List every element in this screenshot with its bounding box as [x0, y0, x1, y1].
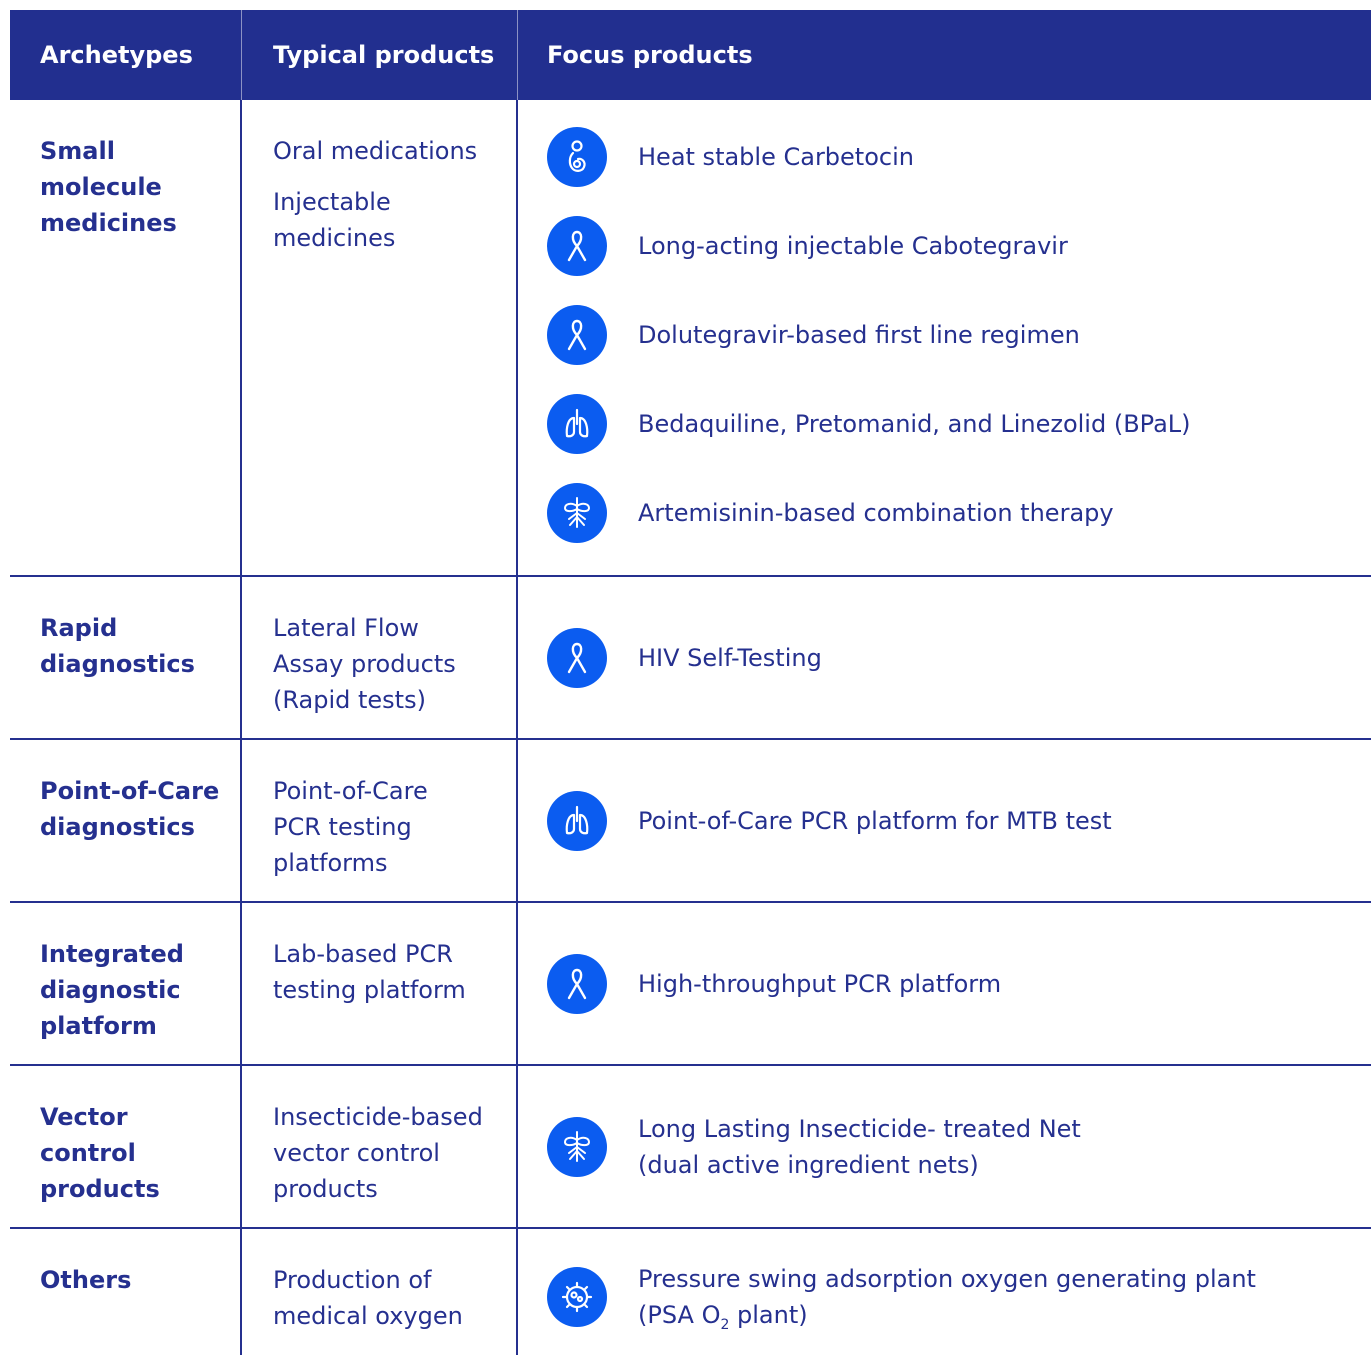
table-row: [10, 1066, 1371, 1229]
archetype-text: diagnostics: [40, 650, 195, 678]
typical-products-cell: [242, 100, 518, 575]
awareness-ribbon-icon: [547, 628, 607, 688]
header-archetypes: Archetypes: [40, 41, 193, 69]
typical-products-cell: [242, 577, 518, 738]
archetype-text: molecule: [40, 173, 162, 201]
archetype-text: Point-of-Care: [40, 777, 220, 805]
archetype-text: Vector: [40, 1103, 128, 1131]
focus-product-item: [547, 791, 1112, 851]
typical-product: Production of medical oxygen: [273, 1266, 463, 1330]
archetype-cell: [10, 100, 242, 575]
focus-products-cell: [518, 740, 1371, 901]
focus-product-item: [547, 216, 1371, 276]
archetype-text: products: [40, 1175, 160, 1203]
archetype-text: Small: [40, 137, 115, 165]
archetype-cell: [10, 1066, 242, 1227]
line-prefix: (PSA O: [638, 1301, 721, 1329]
focus-product-line: Long Lasting Insecticide- treated Net: [638, 1114, 1081, 1143]
line-suffix: plant): [729, 1301, 808, 1329]
typical-product: Injectable medicines: [273, 188, 396, 252]
focus-product-item: [547, 1111, 1081, 1183]
mosquito-icon: [547, 483, 607, 543]
archetype-cell: [10, 577, 242, 738]
archetype-cell: [10, 1229, 242, 1355]
oxygen-plant-icon: [547, 1267, 607, 1327]
focus-product-text: [638, 1111, 1081, 1183]
awareness-ribbon-icon: [547, 305, 607, 365]
typical-product: Oral medications: [273, 137, 478, 165]
focus-product-text: Long-acting injectable Cabotegravir: [638, 232, 1068, 260]
archetype-text: diagnostic: [40, 976, 181, 1004]
focus-product-item: [547, 127, 1371, 187]
typical-products-cell: [242, 1066, 518, 1227]
maternal-health-icon: [547, 127, 607, 187]
lungs-icon: [547, 394, 607, 454]
focus-product-text: Artemisinin-based combination therapy: [638, 499, 1114, 527]
archetype-text: Integrated: [40, 940, 184, 968]
typical-products-cell: [242, 740, 518, 901]
focus-product-text: HIV Self-Testing: [638, 643, 822, 672]
header-focus-products: Focus products: [547, 41, 753, 69]
archetype-text: Rapid: [40, 614, 118, 642]
typical-products-cell: [242, 1229, 518, 1355]
focus-products-cell: [518, 577, 1371, 738]
table-row: [10, 903, 1371, 1066]
table-row: [10, 577, 1371, 740]
typical-product: Lateral Flow Assay products (Rapid tests): [273, 614, 456, 714]
awareness-ribbon-icon: [547, 216, 607, 276]
focus-product-line: [638, 1297, 1256, 1333]
table-row: [10, 740, 1371, 903]
focus-products-cell: [518, 1229, 1371, 1355]
typical-product: Insecticide-based vector control products: [273, 1103, 483, 1203]
table-row: [10, 100, 1371, 577]
awareness-ribbon-icon: [547, 954, 607, 1014]
focus-products-cell: [518, 903, 1371, 1064]
focus-product-text: Point-of-Care PCR platform for MTB test: [638, 806, 1112, 835]
focus-product-item: [547, 483, 1371, 543]
table-row: [10, 1229, 1371, 1355]
focus-product-item: [547, 954, 1001, 1014]
table-header: [10, 10, 1371, 100]
archetype-text: Others: [40, 1266, 132, 1294]
focus-product-text: Dolutegravir-based first line regimen: [638, 321, 1080, 349]
archetype-text: diagnostics: [40, 813, 195, 841]
typical-product: Point-of-Care PCR testing platforms: [273, 777, 428, 877]
focus-product-line: (dual active ingredient nets): [638, 1150, 979, 1179]
focus-products-cell: [518, 100, 1371, 575]
archetype-text: medicines: [40, 209, 177, 237]
subscript-two: 2: [720, 1316, 730, 1333]
focus-products-cell: [518, 1066, 1371, 1227]
focus-product-item: [547, 394, 1371, 454]
focus-product-item: [547, 1261, 1256, 1333]
archetype-cell: [10, 740, 242, 901]
focus-product-text: [638, 1261, 1256, 1333]
lungs-icon: [547, 791, 607, 851]
typical-product: Lab-based PCR testing platform: [273, 940, 466, 1004]
focus-product-text: Bedaquiline, Pretomanid, and Linezolid (BPaL): [638, 410, 1191, 438]
focus-product-line: Pressure swing adsorption oxygen generating plant: [638, 1265, 1256, 1293]
focus-product-text: Heat stable Carbetocin: [638, 143, 914, 171]
archetype-text: control: [40, 1139, 136, 1167]
header-typical-products: Typical products: [273, 41, 495, 69]
typical-products-cell: [242, 903, 518, 1064]
focus-product-item: [547, 628, 822, 688]
archetype-text: platform: [40, 1012, 157, 1040]
archetype-cell: [10, 903, 242, 1064]
focus-product-item: [547, 305, 1371, 365]
focus-product-text: High-throughput PCR platform: [638, 969, 1002, 998]
archetypes-table: [10, 10, 1371, 1355]
mosquito-icon: [547, 1117, 607, 1177]
